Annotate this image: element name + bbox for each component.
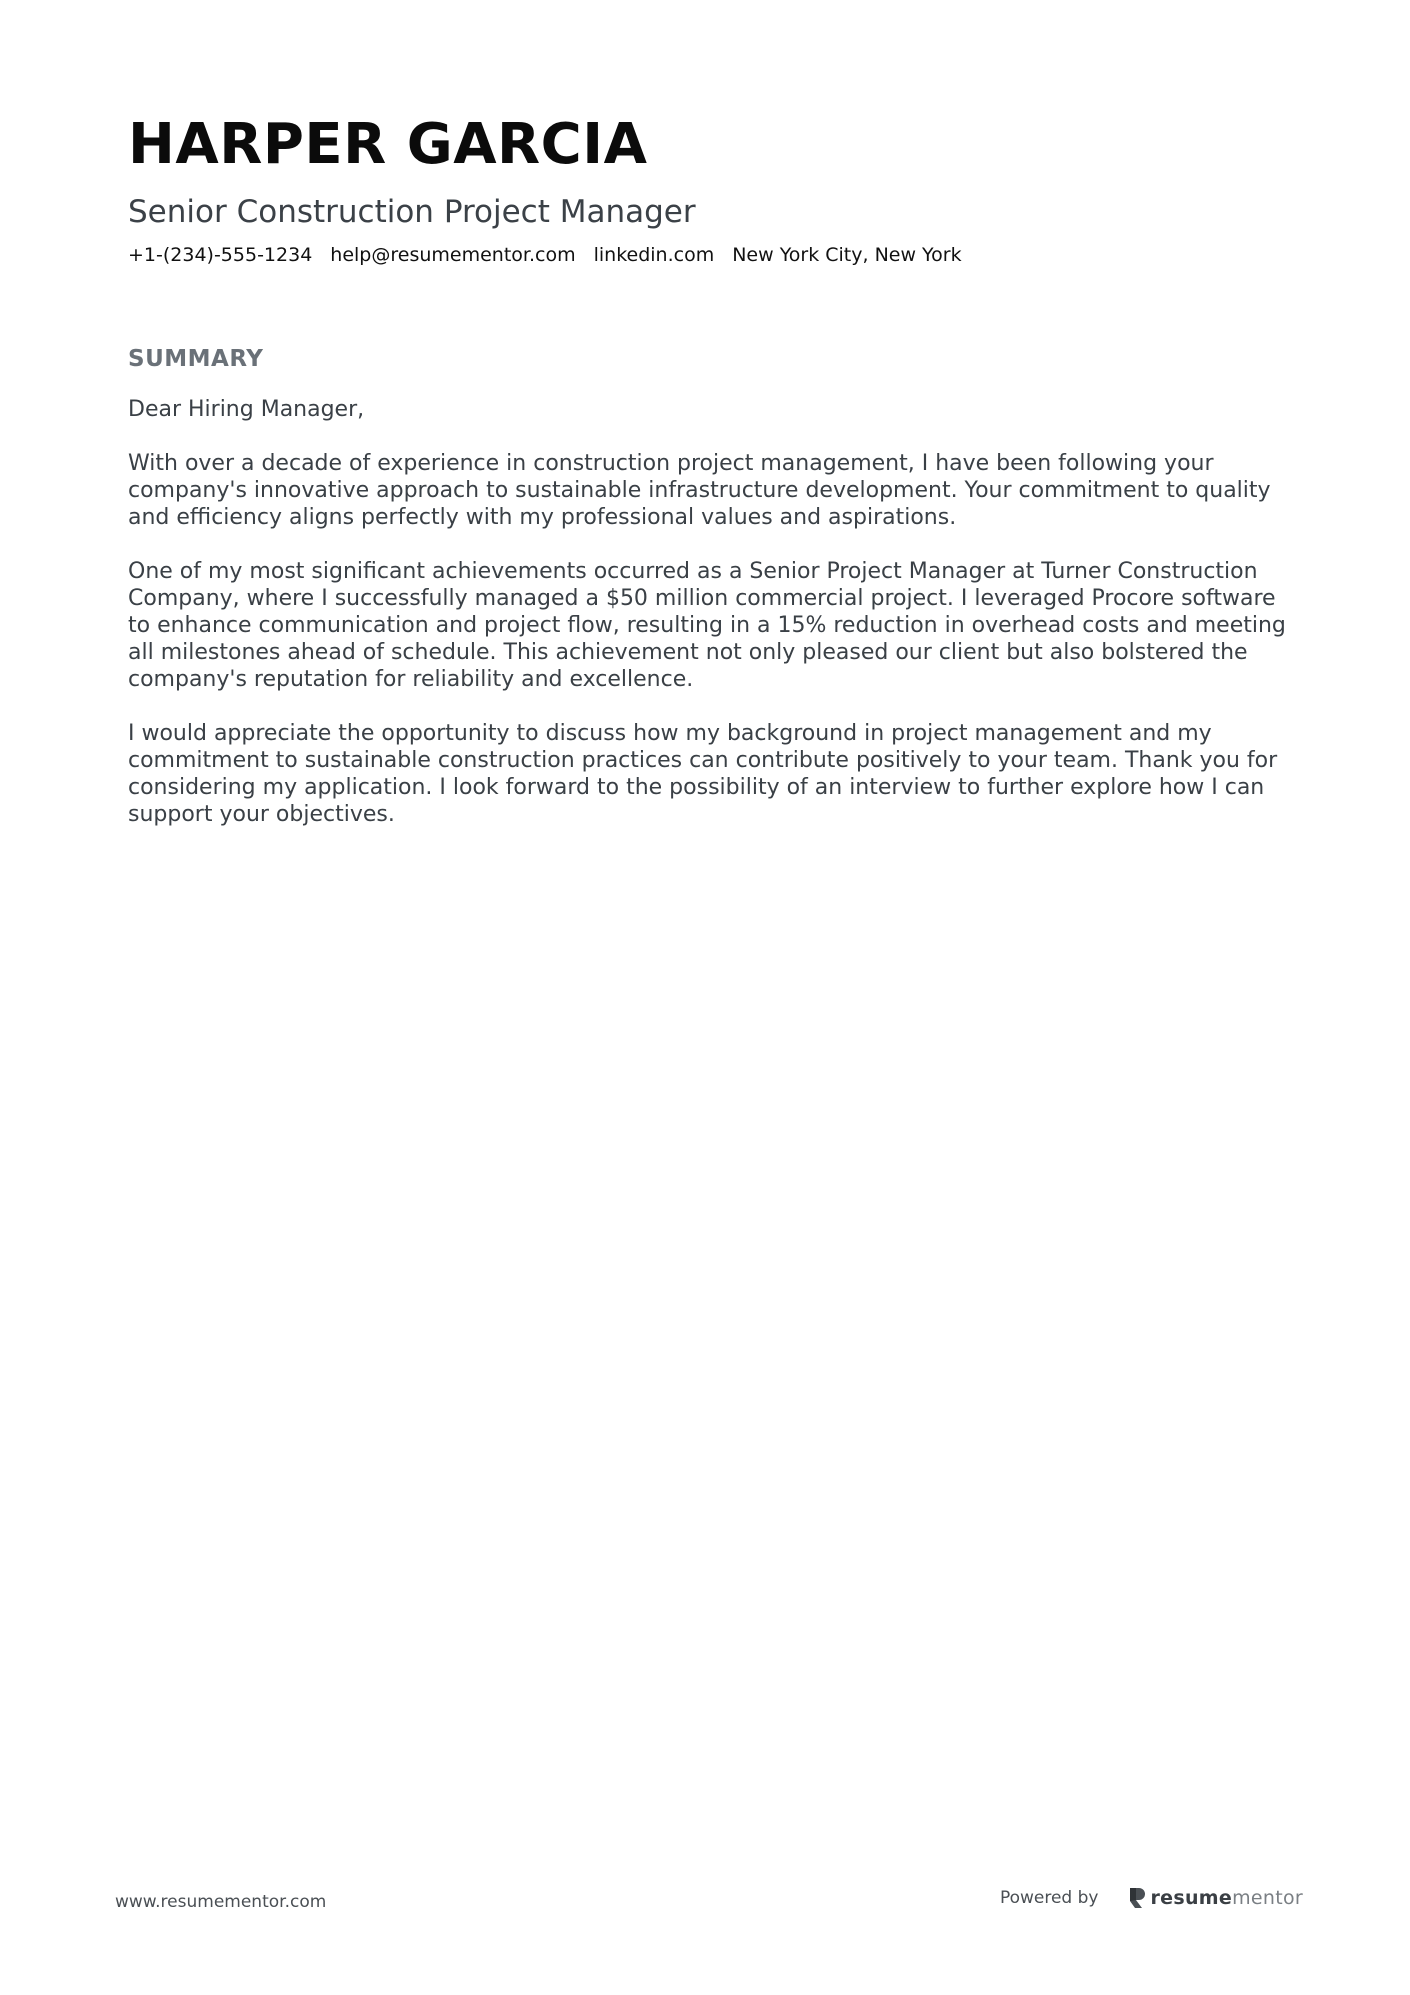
brand-wordmark: [1150, 1887, 1303, 1909]
brand-wordmark-light: mentor: [1232, 1887, 1303, 1909]
salutation: Dear Hiring Manager,: [128, 397, 365, 422]
contact-bar: [128, 242, 1288, 268]
contact-location: New York City, New York: [732, 244, 962, 266]
header: [128, 112, 1288, 268]
candidate-name: HARPER GARCIA: [128, 112, 648, 177]
contact-phone: +1-(234)-555-1234: [128, 244, 313, 266]
paragraph-intro: With over a decade of experience in construction project management, I have been following your company's innovative approach to sustainable infrastructure development. Your commitment to quality and efficiency aligns perfectly with my professional values and aspirations.: [128, 451, 1271, 530]
powered-by-label: Powered by: [999, 1888, 1099, 1908]
summary-body: [128, 396, 1293, 855]
footer-url[interactable]: www.resumementor.com: [115, 1892, 327, 1912]
footer-brand[interactable]: [1000, 1887, 1303, 1909]
paragraph-achievement: One of my most significant achievements occurred as a Senior Project Manager at Turner Construction Company, where I successfully managed a $50 million commercial project. I leveraged Procore software to enhance communication and project flow, resulting in a 15% reduction in overhead costs and meeting all milestones ahead of schedule. This achievement not only pleased our client but also bolstered the company's reputation for reliability and excellence.: [128, 559, 1286, 692]
brand-wordmark-strong: resume: [1150, 1887, 1233, 1909]
resumementor-logo-icon: [1128, 1887, 1146, 1909]
contact-email[interactable]: help@resumementor.com: [330, 244, 576, 266]
paragraph-closing: I would appreciate the opportunity to discuss how my background in project management and my commitment to sustainable construction practices can contribute positively to your team. Thank you for considering my application. I look forward to the possibility of an interview to further explore how I can support your objectives.: [128, 721, 1278, 827]
summary-heading: SUMMARY: [128, 346, 264, 372]
job-title: Senior Construction Project Manager: [128, 194, 696, 230]
contact-linkedin[interactable]: linkedin.com: [593, 244, 715, 266]
